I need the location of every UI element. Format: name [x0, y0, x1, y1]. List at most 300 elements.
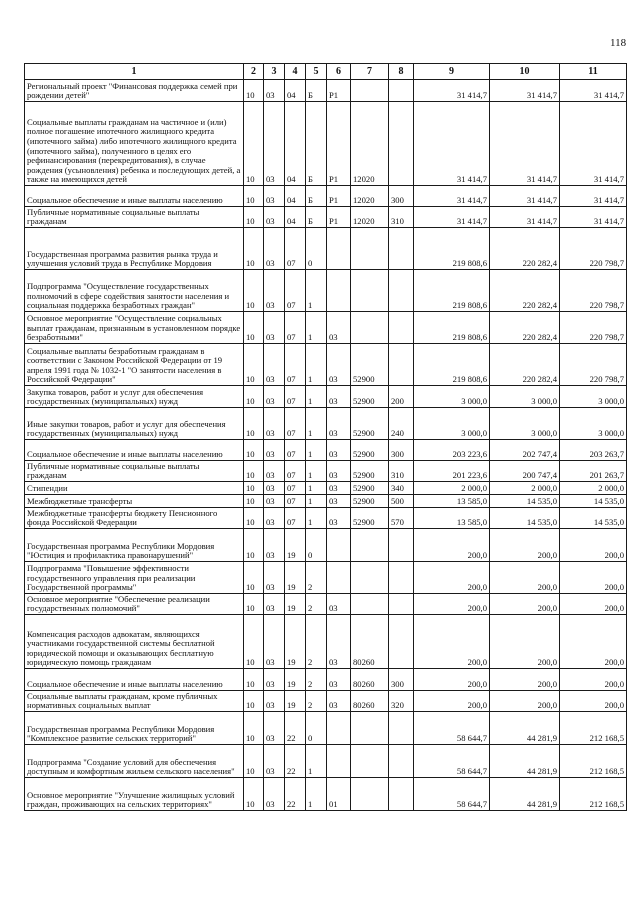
- expense-type-code: 570: [389, 508, 414, 529]
- measure-code: [327, 712, 351, 745]
- program-code: 07: [285, 508, 306, 529]
- amount-year-3: 14 535,0: [560, 508, 627, 529]
- column-header: 3: [264, 64, 285, 80]
- amount-year-2: 31 414,7: [490, 102, 560, 186]
- program-code: 22: [285, 712, 306, 745]
- subsection-code: 03: [264, 312, 285, 344]
- subprogram-code: 1: [306, 508, 327, 529]
- amount-year-2: 220 282,4: [490, 344, 560, 386]
- program-code: 19: [285, 594, 306, 615]
- subsection-code: 03: [264, 529, 285, 562]
- amount-year-1: 58 644,7: [414, 778, 490, 811]
- program-code: 19: [285, 529, 306, 562]
- amount-year-3: 200,0: [560, 669, 627, 691]
- direction-code: [351, 712, 389, 745]
- measure-code: P1: [327, 102, 351, 186]
- amount-year-2: 44 281,9: [490, 745, 560, 778]
- subsection-code: 03: [264, 778, 285, 811]
- subprogram-code: 2: [306, 691, 327, 712]
- table-row: [25, 615, 627, 669]
- expense-type-code: [389, 344, 414, 386]
- amount-year-1: 219 808,6: [414, 228, 490, 270]
- table-row: [25, 440, 627, 461]
- program-code: 07: [285, 440, 306, 461]
- subprogram-code: 2: [306, 669, 327, 691]
- expense-type-code: 340: [389, 482, 414, 495]
- section-code: 10: [244, 482, 264, 495]
- amount-year-2: 200,0: [490, 615, 560, 669]
- measure-code: 01: [327, 778, 351, 811]
- measure-code: 03: [327, 408, 351, 440]
- amount-year-1: 31 414,7: [414, 102, 490, 186]
- measure-code: 03: [327, 615, 351, 669]
- table-row: [25, 344, 627, 386]
- subprogram-code: 1: [306, 344, 327, 386]
- amount-year-3: 220 798,7: [560, 228, 627, 270]
- column-header: 9: [414, 64, 490, 80]
- row-name: Социальное обеспечение и иные выплаты населению: [25, 669, 244, 691]
- amount-year-1: 31 414,7: [414, 207, 490, 228]
- subprogram-code: 1: [306, 482, 327, 495]
- amount-year-3: 3 000,0: [560, 408, 627, 440]
- measure-code: [327, 529, 351, 562]
- program-code: 22: [285, 745, 306, 778]
- subsection-code: 03: [264, 344, 285, 386]
- amount-year-1: 13 585,0: [414, 508, 490, 529]
- amount-year-2: 200,0: [490, 529, 560, 562]
- amount-year-1: 200,0: [414, 594, 490, 615]
- expense-type-code: 500: [389, 495, 414, 508]
- direction-code: 52900: [351, 461, 389, 482]
- row-name: Компенсация расходов адвокатам, являющихся участниками государственной системы бесплатной юридической помощи и оказывающих бесплатную юридическую помощь гражданам: [25, 615, 244, 669]
- measure-code: 03: [327, 312, 351, 344]
- subprogram-code: 0: [306, 529, 327, 562]
- amount-year-2: 3 000,0: [490, 386, 560, 408]
- row-name: Подпрограмма "Повышение эффективности государственного управления при реализации Государственной программы": [25, 562, 244, 594]
- direction-code: 80260: [351, 691, 389, 712]
- measure-code: P1: [327, 186, 351, 207]
- table-row: [25, 562, 627, 594]
- section-code: 10: [244, 386, 264, 408]
- subprogram-code: Б: [306, 186, 327, 207]
- table-row: [25, 312, 627, 344]
- section-code: 10: [244, 745, 264, 778]
- amount-year-1: 2 000,0: [414, 482, 490, 495]
- program-code: 19: [285, 669, 306, 691]
- row-name: Социальное обеспечение и иные выплаты населению: [25, 440, 244, 461]
- expense-type-code: [389, 312, 414, 344]
- amount-year-3: 201 263,7: [560, 461, 627, 482]
- section-code: 10: [244, 669, 264, 691]
- amount-year-2: 200,0: [490, 594, 560, 615]
- amount-year-3: 200,0: [560, 529, 627, 562]
- measure-code: P1: [327, 80, 351, 102]
- measure-code: 03: [327, 386, 351, 408]
- subsection-code: 03: [264, 712, 285, 745]
- expense-type-code: 320: [389, 691, 414, 712]
- section-code: 10: [244, 495, 264, 508]
- direction-code: 52900: [351, 386, 389, 408]
- row-name: Социальные выплаты гражданам на частичное и (или) полное погашение ипотечного жилищного кредита (ипотечного займа) либо ипотечного жилищного кредита (ипотечного займа), полученного в целях его рефинансирования (перекредитования), в случае рождения (усыновления) ребенка и последующих детей, а также на имеющихся детей: [25, 102, 244, 186]
- column-header: 4: [285, 64, 306, 80]
- direction-code: [351, 778, 389, 811]
- amount-year-2: 220 282,4: [490, 228, 560, 270]
- direction-code: 12020: [351, 207, 389, 228]
- subsection-code: 03: [264, 508, 285, 529]
- direction-code: 12020: [351, 102, 389, 186]
- amount-year-1: 13 585,0: [414, 495, 490, 508]
- expense-type-code: 310: [389, 461, 414, 482]
- column-header: 10: [490, 64, 560, 80]
- direction-code: 52900: [351, 508, 389, 529]
- subprogram-code: 0: [306, 228, 327, 270]
- direction-code: 52900: [351, 408, 389, 440]
- amount-year-2: 202 747,4: [490, 440, 560, 461]
- expense-type-code: [389, 745, 414, 778]
- table-row: [25, 712, 627, 745]
- row-name: Основное мероприятие "Осуществление социальных выплат гражданам, признанным в установленном порядке безработными": [25, 312, 244, 344]
- program-code: 07: [285, 408, 306, 440]
- row-name: Социальное обеспечение и иные выплаты населению: [25, 186, 244, 207]
- section-code: 10: [244, 186, 264, 207]
- section-code: 10: [244, 408, 264, 440]
- program-code: 04: [285, 186, 306, 207]
- program-code: 07: [285, 495, 306, 508]
- row-name: Межбюджетные трансферты: [25, 495, 244, 508]
- subsection-code: 03: [264, 615, 285, 669]
- subsection-code: 03: [264, 408, 285, 440]
- amount-year-3: 220 798,7: [560, 344, 627, 386]
- measure-code: 03: [327, 440, 351, 461]
- table-row: [25, 778, 627, 811]
- measure-code: [327, 745, 351, 778]
- expense-type-code: 240: [389, 408, 414, 440]
- subprogram-code: 0: [306, 712, 327, 745]
- table-row: [25, 386, 627, 408]
- amount-year-3: 200,0: [560, 562, 627, 594]
- amount-year-2: 44 281,9: [490, 712, 560, 745]
- expense-type-code: [389, 529, 414, 562]
- table-row: [25, 482, 627, 495]
- subprogram-code: Б: [306, 102, 327, 186]
- direction-code: [351, 80, 389, 102]
- table-row: [25, 461, 627, 482]
- row-name: Основное мероприятие "Улучшение жилищных условий граждан, проживающих на сельских территориях": [25, 778, 244, 811]
- program-code: 19: [285, 562, 306, 594]
- amount-year-1: 3 000,0: [414, 386, 490, 408]
- direction-code: [351, 562, 389, 594]
- amount-year-1: 3 000,0: [414, 408, 490, 440]
- subprogram-code: 1: [306, 270, 327, 312]
- amount-year-3: 220 798,7: [560, 270, 627, 312]
- program-code: 19: [285, 615, 306, 669]
- section-code: 10: [244, 615, 264, 669]
- table-row: [25, 186, 627, 207]
- subsection-code: 03: [264, 270, 285, 312]
- subsection-code: 03: [264, 461, 285, 482]
- expense-type-code: [389, 228, 414, 270]
- amount-year-2: 14 535,0: [490, 495, 560, 508]
- program-code: 19: [285, 691, 306, 712]
- measure-code: [327, 270, 351, 312]
- expense-type-code: [389, 102, 414, 186]
- subsection-code: 03: [264, 386, 285, 408]
- program-code: 07: [285, 228, 306, 270]
- column-header: 8: [389, 64, 414, 80]
- row-name: Публичные нормативные социальные выплаты гражданам: [25, 207, 244, 228]
- direction-code: [351, 312, 389, 344]
- section-code: 10: [244, 207, 264, 228]
- amount-year-2: 200,0: [490, 691, 560, 712]
- amount-year-1: 200,0: [414, 562, 490, 594]
- subprogram-code: Б: [306, 207, 327, 228]
- amount-year-3: 3 000,0: [560, 386, 627, 408]
- program-code: 22: [285, 778, 306, 811]
- subprogram-code: 1: [306, 461, 327, 482]
- row-name: Публичные нормативные социальные выплаты гражданам: [25, 461, 244, 482]
- subprogram-code: Б: [306, 80, 327, 102]
- amount-year-1: 200,0: [414, 691, 490, 712]
- section-code: 10: [244, 461, 264, 482]
- section-code: 10: [244, 80, 264, 102]
- program-code: 04: [285, 207, 306, 228]
- section-code: 10: [244, 228, 264, 270]
- header-row: [25, 64, 627, 80]
- subsection-code: 03: [264, 745, 285, 778]
- subprogram-code: 1: [306, 745, 327, 778]
- expense-type-code: 300: [389, 669, 414, 691]
- amount-year-2: 31 414,7: [490, 186, 560, 207]
- program-code: 07: [285, 461, 306, 482]
- amount-year-2: 200 747,4: [490, 461, 560, 482]
- expense-type-code: 200: [389, 386, 414, 408]
- amount-year-1: 200,0: [414, 615, 490, 669]
- section-code: 10: [244, 529, 264, 562]
- section-code: 10: [244, 508, 264, 529]
- expense-type-code: [389, 594, 414, 615]
- row-name: Подпрограмма "Создание условий для обеспечения доступным и комфортным жильем сельского населения": [25, 745, 244, 778]
- direction-code: [351, 745, 389, 778]
- section-code: 10: [244, 102, 264, 186]
- section-code: 10: [244, 691, 264, 712]
- amount-year-2: 44 281,9: [490, 778, 560, 811]
- subsection-code: 03: [264, 495, 285, 508]
- table-row: [25, 594, 627, 615]
- row-name: Региональный проект "Финансовая поддержка семей при рождении детей": [25, 80, 244, 102]
- amount-year-1: 201 223,6: [414, 461, 490, 482]
- subprogram-code: 1: [306, 495, 327, 508]
- amount-year-3: 200,0: [560, 691, 627, 712]
- expense-type-code: [389, 80, 414, 102]
- program-code: 07: [285, 270, 306, 312]
- table-row: [25, 508, 627, 529]
- subsection-code: 03: [264, 562, 285, 594]
- amount-year-1: 203 223,6: [414, 440, 490, 461]
- subsection-code: 03: [264, 594, 285, 615]
- amount-year-1: 31 414,7: [414, 80, 490, 102]
- table-row: [25, 228, 627, 270]
- amount-year-3: 31 414,7: [560, 102, 627, 186]
- measure-code: 03: [327, 461, 351, 482]
- amount-year-2: 220 282,4: [490, 312, 560, 344]
- expense-type-code: [389, 778, 414, 811]
- direction-code: 80260: [351, 615, 389, 669]
- section-code: 10: [244, 712, 264, 745]
- subsection-code: 03: [264, 228, 285, 270]
- section-code: 10: [244, 594, 264, 615]
- subsection-code: 03: [264, 207, 285, 228]
- measure-code: 03: [327, 495, 351, 508]
- row-name: Основное мероприятие "Обеспечение реализации государственных полномочий": [25, 594, 244, 615]
- row-name: Социальные выплаты безработным гражданам в соответствии с Законом Российской Федерации от 19 апреля 1991 года № 1032-1 "О занятости населения в Российской Федерации": [25, 344, 244, 386]
- table-row: [25, 745, 627, 778]
- subsection-code: 03: [264, 440, 285, 461]
- direction-code: 52900: [351, 440, 389, 461]
- expense-type-code: 300: [389, 440, 414, 461]
- direction-code: 52900: [351, 344, 389, 386]
- subsection-code: 03: [264, 482, 285, 495]
- budget-table: [24, 63, 627, 811]
- row-name: Стипендии: [25, 482, 244, 495]
- amount-year-3: 203 263,7: [560, 440, 627, 461]
- measure-code: [327, 562, 351, 594]
- table-row: [25, 207, 627, 228]
- amount-year-3: 31 414,7: [560, 80, 627, 102]
- table-row: [25, 691, 627, 712]
- row-name: Межбюджетные трансферты бюджету Пенсионного фонда Российской Федерации: [25, 508, 244, 529]
- amount-year-3: 200,0: [560, 615, 627, 669]
- expense-type-code: [389, 270, 414, 312]
- expense-type-code: 310: [389, 207, 414, 228]
- row-name: Государственная программа Республики Мордовия "Комплексное развитие сельских территорий": [25, 712, 244, 745]
- measure-code: 03: [327, 594, 351, 615]
- section-code: 10: [244, 562, 264, 594]
- table-row: [25, 80, 627, 102]
- amount-year-3: 14 535,0: [560, 495, 627, 508]
- row-name: Иные закупки товаров, работ и услуг для обеспечения государственных (муниципальных) нужд: [25, 408, 244, 440]
- row-name: Социальные выплаты гражданам, кроме публичных нормативных социальных выплат: [25, 691, 244, 712]
- expense-type-code: 300: [389, 186, 414, 207]
- direction-code: [351, 228, 389, 270]
- amount-year-1: 200,0: [414, 669, 490, 691]
- measure-code: 03: [327, 344, 351, 386]
- amount-year-1: 219 808,6: [414, 270, 490, 312]
- column-header: 5: [306, 64, 327, 80]
- table-row: [25, 529, 627, 562]
- amount-year-1: 58 644,7: [414, 745, 490, 778]
- subprogram-code: 1: [306, 440, 327, 461]
- subprogram-code: 1: [306, 778, 327, 811]
- amount-year-3: 31 414,7: [560, 186, 627, 207]
- amount-year-2: 2 000,0: [490, 482, 560, 495]
- measure-code: 03: [327, 508, 351, 529]
- table-row: [25, 495, 627, 508]
- measure-code: P1: [327, 207, 351, 228]
- amount-year-2: 220 282,4: [490, 270, 560, 312]
- subprogram-code: 1: [306, 408, 327, 440]
- subsection-code: 03: [264, 186, 285, 207]
- column-header: 6: [327, 64, 351, 80]
- direction-code: [351, 529, 389, 562]
- row-name: Закупка товаров, работ и услуг для обеспечения государственных (муниципальных) нужд: [25, 386, 244, 408]
- subprogram-code: 2: [306, 594, 327, 615]
- measure-code: [327, 228, 351, 270]
- subprogram-code: 2: [306, 562, 327, 594]
- amount-year-1: 58 644,7: [414, 712, 490, 745]
- row-name: Подпрограмма "Осуществление государственных полномочий в сфере содействия занятости населения и социальная поддержка безработных граждан": [25, 270, 244, 312]
- amount-year-1: 200,0: [414, 529, 490, 562]
- program-code: 04: [285, 102, 306, 186]
- amount-year-2: 200,0: [490, 562, 560, 594]
- subprogram-code: 2: [306, 615, 327, 669]
- measure-code: 03: [327, 482, 351, 495]
- section-code: 10: [244, 344, 264, 386]
- subsection-code: 03: [264, 691, 285, 712]
- column-header: 7: [351, 64, 389, 80]
- page-number: 118: [610, 37, 627, 49]
- section-code: 10: [244, 440, 264, 461]
- amount-year-2: 31 414,7: [490, 207, 560, 228]
- subprogram-code: 1: [306, 312, 327, 344]
- amount-year-1: 219 808,6: [414, 312, 490, 344]
- program-code: 07: [285, 386, 306, 408]
- column-header: 2: [244, 64, 264, 80]
- amount-year-2: 31 414,7: [490, 80, 560, 102]
- amount-year-1: 219 808,6: [414, 344, 490, 386]
- direction-code: [351, 270, 389, 312]
- subsection-code: 03: [264, 102, 285, 186]
- subsection-code: 03: [264, 80, 285, 102]
- column-header: 1: [25, 64, 244, 80]
- expense-type-code: [389, 712, 414, 745]
- program-code: 07: [285, 344, 306, 386]
- amount-year-2: 200,0: [490, 669, 560, 691]
- amount-year-3: 200,0: [560, 594, 627, 615]
- amount-year-2: 14 535,0: [490, 508, 560, 529]
- direction-code: 12020: [351, 186, 389, 207]
- section-code: 10: [244, 778, 264, 811]
- measure-code: 03: [327, 669, 351, 691]
- row-name: Государственная программа Республики Мордовия "Юстиция и профилактика правонарушений": [25, 529, 244, 562]
- amount-year-3: 212 168,5: [560, 712, 627, 745]
- table-row: [25, 669, 627, 691]
- amount-year-3: 212 168,5: [560, 745, 627, 778]
- expense-type-code: [389, 615, 414, 669]
- program-code: 04: [285, 80, 306, 102]
- amount-year-1: 31 414,7: [414, 186, 490, 207]
- direction-code: [351, 594, 389, 615]
- measure-code: 03: [327, 691, 351, 712]
- amount-year-3: 2 000,0: [560, 482, 627, 495]
- program-code: 07: [285, 482, 306, 495]
- expense-type-code: [389, 562, 414, 594]
- amount-year-2: 3 000,0: [490, 408, 560, 440]
- direction-code: 80260: [351, 669, 389, 691]
- table-row: [25, 270, 627, 312]
- section-code: 10: [244, 270, 264, 312]
- section-code: 10: [244, 312, 264, 344]
- subprogram-code: 1: [306, 386, 327, 408]
- amount-year-3: 31 414,7: [560, 207, 627, 228]
- subsection-code: 03: [264, 669, 285, 691]
- budget-table-body: [25, 80, 627, 811]
- amount-year-3: 212 168,5: [560, 778, 627, 811]
- table-row: [25, 408, 627, 440]
- row-name: Государственная программа развития рынка труда и улучшения условий труда в Республике Мордовия: [25, 228, 244, 270]
- column-header: 11: [560, 64, 627, 80]
- table-row: [25, 102, 627, 186]
- direction-code: 52900: [351, 495, 389, 508]
